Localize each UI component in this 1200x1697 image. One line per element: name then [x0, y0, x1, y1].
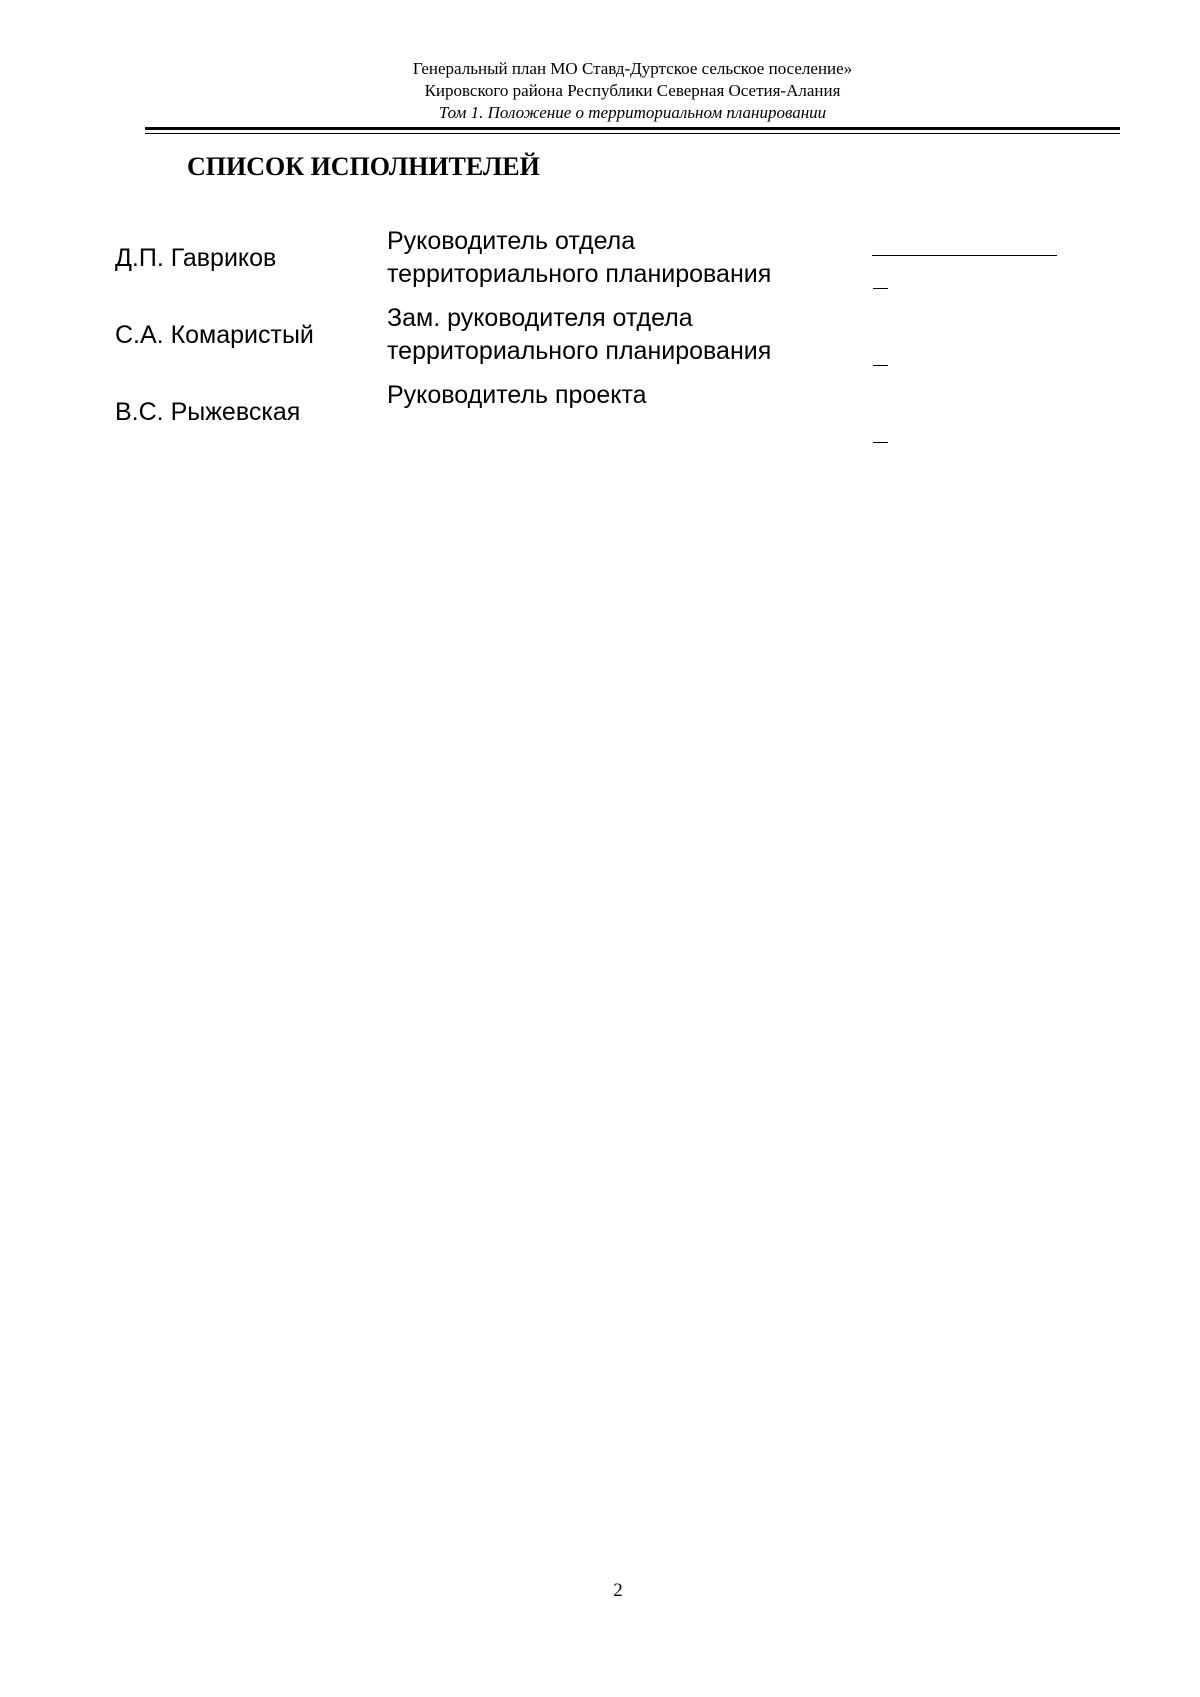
header-rule-thin	[145, 133, 1120, 134]
executor-role	[387, 225, 807, 291]
executor-role-line: территориального планирования	[387, 260, 772, 288]
executor-role	[387, 302, 807, 368]
executor-role-line: Зам. руководителя отдела	[387, 304, 693, 332]
executor-role-line: территориального планирования	[387, 337, 772, 365]
executor-name: Д.П. Гавриков	[115, 244, 277, 272]
signature-dash	[873, 365, 888, 366]
page-title: СПИСОК ИСПОЛНИТЕЛЕЙ	[187, 152, 540, 181]
header-rule-thick	[145, 127, 1120, 130]
executor-role-line: Руководитель проекта	[387, 381, 647, 409]
signature-line	[872, 255, 1057, 256]
executor-role-line: Руководитель отдела	[387, 227, 636, 255]
page-number: 2	[613, 1580, 623, 1601]
signature-dash	[873, 288, 888, 289]
header-line-1: Генеральный план МО Ставд-Дуртское сельское поселение»	[412, 59, 853, 78]
header-line-3: Том 1. Положение о территориальном планировании	[438, 103, 827, 122]
executor-role	[387, 379, 807, 412]
header-line-2: Кировского района Республики Северная Осетия-Алания	[424, 81, 841, 100]
document-header	[145, 58, 1120, 124]
signature-dash	[873, 442, 888, 443]
executor-name: В.С. Рыжевская	[115, 398, 301, 426]
executor-name: С.А. Комаристый	[115, 321, 314, 349]
